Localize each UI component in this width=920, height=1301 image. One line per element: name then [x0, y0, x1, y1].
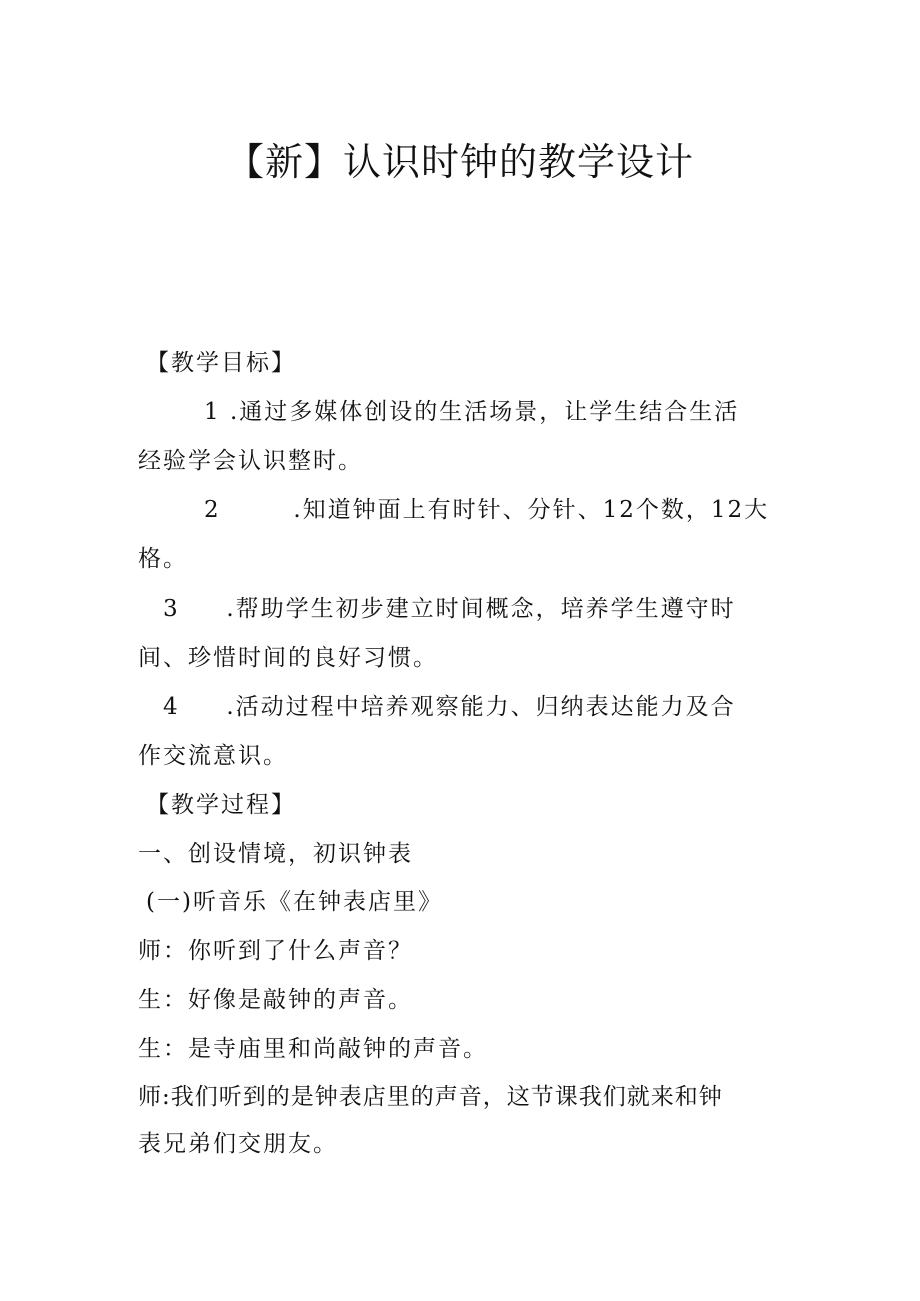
goal-3-line-1	[163, 594, 736, 624]
goal-2-line-2: 格。	[138, 546, 188, 572]
goal-4-text: .活动过程中培养观察能力、归纳表达能力及合	[226, 694, 736, 720]
goals-heading: 【教学目标】	[146, 350, 296, 376]
goal-1-number: 1	[204, 399, 221, 425]
goal-3-number: 3	[163, 596, 180, 622]
dialog-line-4-continued: 表兄弟们交朋友。	[138, 1131, 338, 1157]
goal-2-number: 2	[204, 497, 221, 523]
goal-3-text: .帮助学生初步建立时间概念，培养学生遵守时	[226, 596, 736, 622]
goal-4-line-2: 作交流意识。	[138, 743, 288, 769]
dialog-line-4: 师:我们听到的是钟表店里的声音，这节课我们就来和钟	[138, 1084, 723, 1110]
dialog-line-2: 生：好像是敲钟的声音。	[138, 987, 413, 1013]
goal-1-text: .通过多媒体创设的生活场景，让学生结合生活	[229, 399, 740, 425]
process-heading: 【教学过程】	[146, 792, 296, 818]
document-title: 【新】认识时钟的教学设计	[225, 140, 694, 184]
goal-4-line-1	[163, 692, 736, 722]
goal-3-line-2: 间、珍惜时间的良好习惯。	[138, 645, 438, 671]
part-1-subheading: (一)听音乐《在钟表店里》	[146, 889, 443, 915]
goal-2-text: .知道钟面上有时针、分针、12个数，12大	[293, 497, 770, 523]
dialog-line-3: 生：是寺庙里和尚敲钟的声音。	[138, 1036, 488, 1062]
goal-2-line-1	[204, 495, 769, 525]
goal-1-line-1	[204, 397, 739, 427]
goal-4-number: 4	[163, 694, 180, 720]
goal-1-line-2: 经验学会认识整时。	[138, 448, 363, 474]
part-1-heading: 一、创设情境，初识钟表	[138, 841, 413, 867]
dialog-line-1: 师：你听到了什么声音？	[138, 938, 413, 964]
